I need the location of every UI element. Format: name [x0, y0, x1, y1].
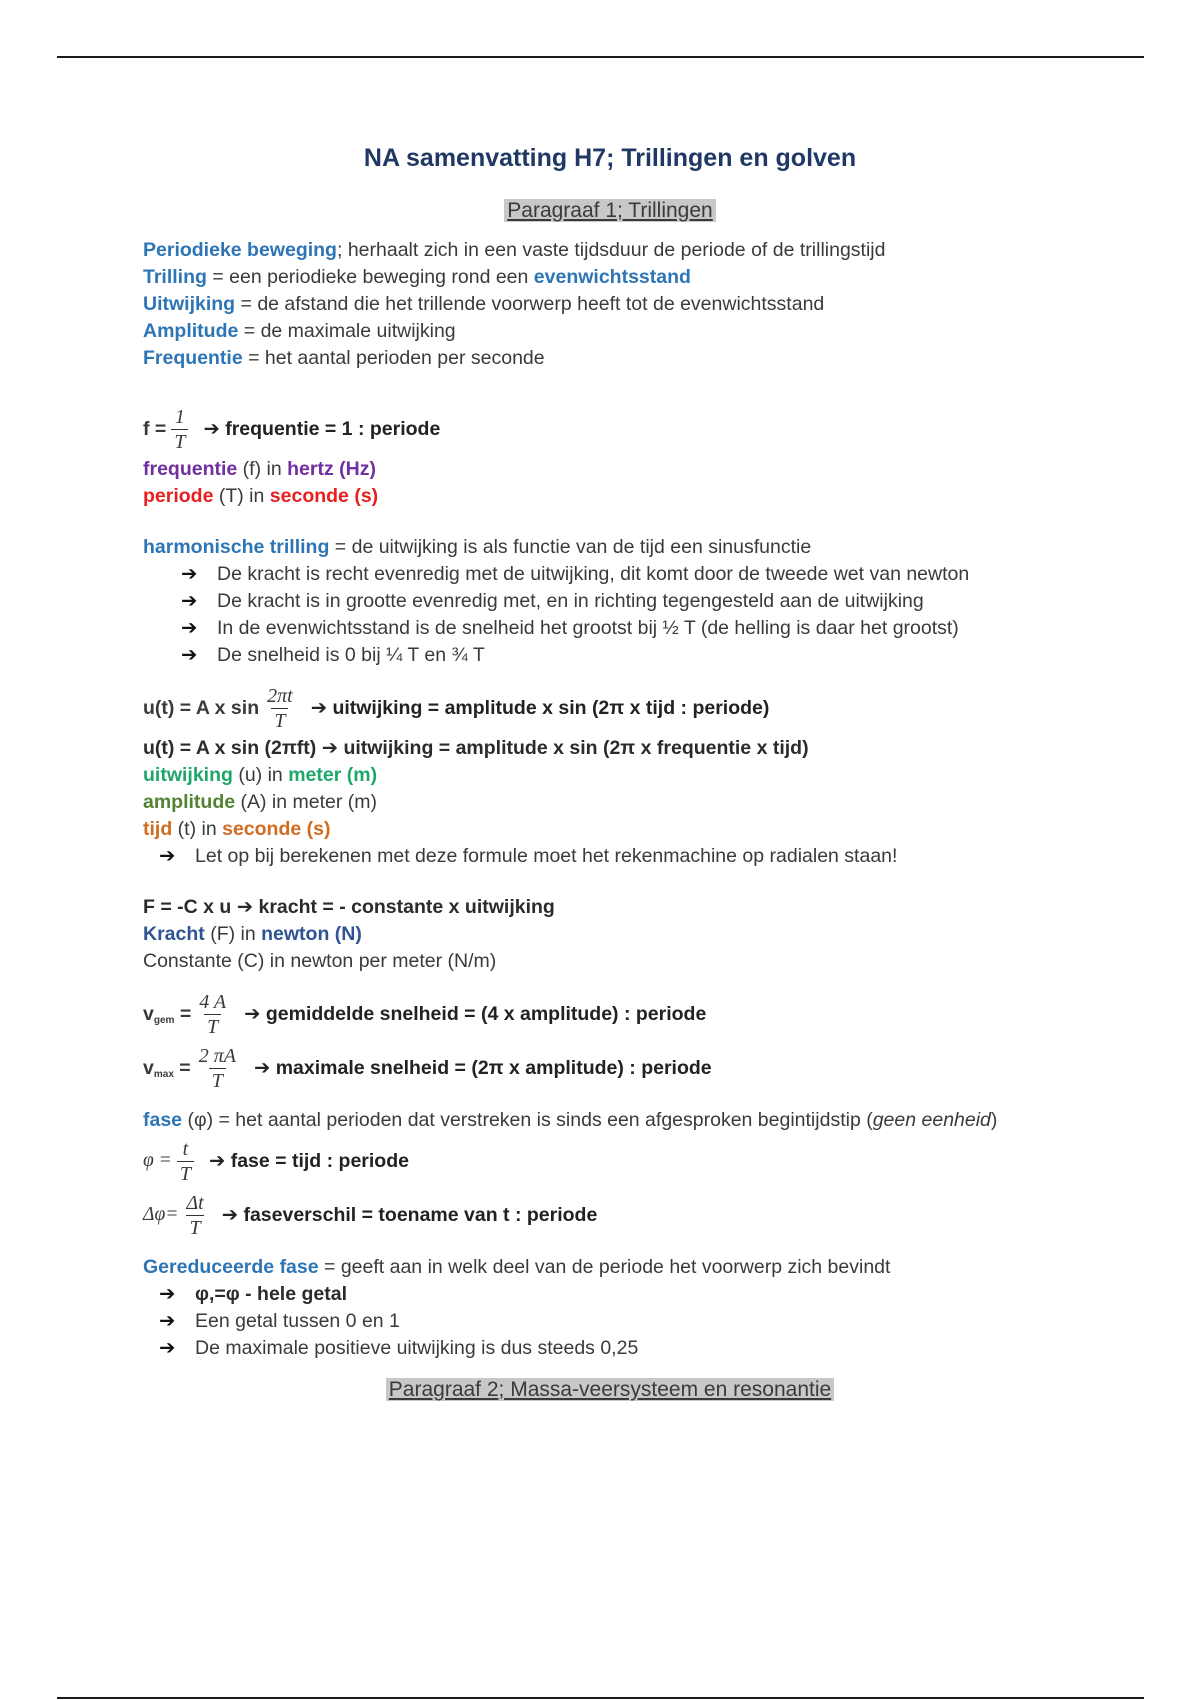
arrow-icon: ➔	[159, 1310, 176, 1332]
def-harmonische-trilling: harmonische trilling = de uitwijking is als functie van de tijd een sinusfunctie	[143, 536, 812, 558]
fraction: $\frac{2 \pi A}{T}$	[198, 1044, 236, 1092]
fraction: $\frac{t}{T}$	[177, 1138, 194, 1185]
unit-force: Kracht (F) in newton (N)	[143, 923, 362, 945]
section-heading-2: Paragraaf 2; Massa-veersysteem en resonantie	[143, 1378, 1063, 1402]
section-heading-1: Paragraaf 1; Trillingen	[143, 199, 1063, 223]
formula-phase-difference: Δφ= $\frac{\Delta t}{T}$ ➔ faseverschil = toename van t : periode	[143, 1191, 598, 1239]
list-item: ➔ De maximale positieve uitwijking is dus steeds 0,25	[143, 1335, 1063, 1362]
unit-amplitude: amplitude (A) in meter (m)	[143, 791, 378, 813]
formula-phase: φ = $\frac{t}{T}$ ➔ fase = tijd : periode	[143, 1137, 409, 1185]
arrow-icon: ➔	[181, 563, 198, 585]
list-item: ➔ De kracht is in grootte evenredig met, en in richting tegengesteld aan de uitwijking	[143, 588, 1063, 615]
bottom-rule	[57, 1697, 1144, 1699]
list-item: ➔ Een getal tussen 0 en 1	[143, 1308, 1063, 1335]
def-fase: fase (φ) = het aantal perioden dat verstreken is sinds een afgesproken begintijdstip (geen eenheid)	[143, 1109, 998, 1131]
formula-frequency: f = $\frac{1}{T}$ ➔ frequentie = 1 : periode	[143, 405, 441, 453]
formula-displacement: u(t) = A x sin $\frac{2\pi t}{T}$ ➔ uitwijking = amplitude x sin (2π x tijd : periode)	[143, 684, 770, 732]
arrow-icon: ➔	[181, 644, 198, 666]
formula-displacement-frequency: u(t) = A x sin (2πft) ➔ uitwijking = amplitude x sin (2π x frequentie x tijd)	[143, 737, 809, 759]
fraction: $\frac{4 A}{T}$	[199, 990, 227, 1038]
list-item: ➔ In de evenwichtsstand is de snelheid het grootst bij ½ T (de helling is daar het grootst)	[143, 615, 1063, 642]
unit-time: tijd (t) in seconde (s)	[143, 818, 331, 840]
def-gereduceerde-fase: Gereduceerde fase = geeft aan in welk deel van de periode het voorwerp zich bevindt	[143, 1256, 891, 1278]
unit-displacement: uitwijking (u) in meter (m)	[143, 764, 378, 786]
formula-force: F = -C x u ➔ kracht = - constante x uitwijking	[143, 896, 555, 918]
arrow-icon: ➔	[181, 617, 198, 639]
list-item: ➔ De kracht is recht evenredig met de uitwijking, dit komt door de tweede wet van newton	[143, 561, 1063, 588]
arrow-icon: ➔	[181, 590, 198, 612]
unit-period: periode (T) in seconde (s)	[143, 485, 379, 507]
list-item: ➔ Let op bij berekenen met deze formule moet het rekenmachine op radialen staan!	[143, 843, 1063, 870]
top-rule	[57, 56, 1144, 58]
list-item: ➔ De snelheid is 0 bij ¼ T en ¾ T	[143, 642, 1063, 669]
document-body	[143, 140, 1063, 1416]
def-trilling: Trilling = een periodieke beweging rond een evenwichtsstand	[143, 266, 691, 288]
def-uitwijking: Uitwijking = de afstand die het trillende voorwerp heeft tot de evenwichtsstand	[143, 293, 825, 315]
unit-frequency: frequentie (f) in hertz (Hz)	[143, 458, 376, 480]
arrow-icon: ➔	[159, 1337, 176, 1359]
fraction: $\frac{1}{T}$	[171, 406, 188, 453]
arrow-icon: ➔	[159, 845, 176, 867]
arrow-icon: ➔	[159, 1283, 176, 1305]
page-title: NA samenvatting H7; Trillingen en golven	[363, 144, 857, 172]
def-amplitude: Amplitude = de maximale uitwijking	[143, 320, 456, 342]
list-item: ➔ φ,=φ - hele getal	[143, 1281, 1063, 1308]
def-periodieke-beweging: Periodieke beweging; herhaalt zich in een vaste tijdsduur de periode of de trillingstijd	[143, 239, 886, 261]
definitions	[143, 237, 1063, 372]
formula-average-speed: $v_{gem}$ = $\frac{4 A}{T}$ ➔ gemiddelde snelheid = (4 x amplitude) : periode	[143, 990, 707, 1038]
def-frequentie: Frequentie = het aantal perioden per seconde	[143, 347, 545, 369]
fraction: $\frac{\Delta t}{T}$	[186, 1191, 204, 1239]
formula-max-speed: $v_{max}$ = $\frac{2 \pi A}{T}$ ➔ maximale snelheid = (2π x amplitude) : periode	[143, 1044, 712, 1092]
fraction: $\frac{2\pi t}{T}$	[267, 684, 293, 732]
unit-constant: Constante (C) in newton per meter (N/m)	[143, 950, 497, 972]
